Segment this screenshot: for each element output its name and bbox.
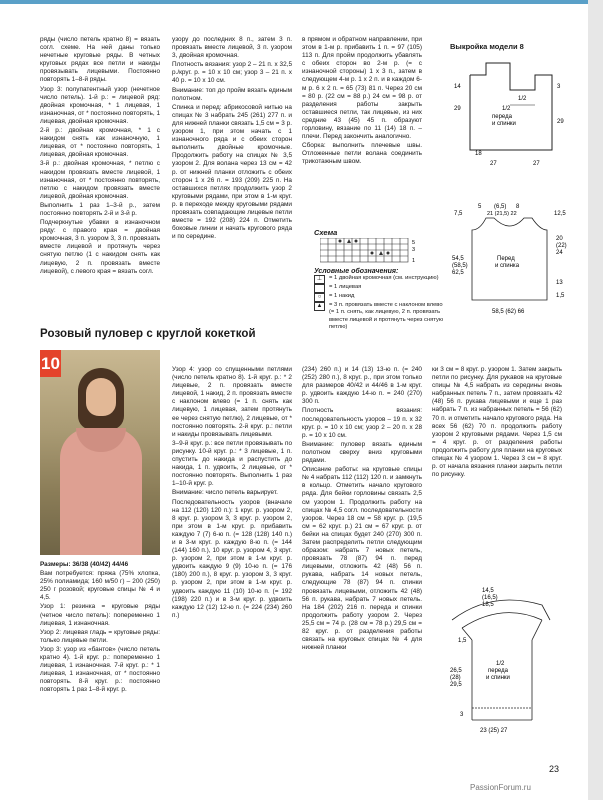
instructions-column-5 <box>302 366 422 764</box>
back-label: и спинка <box>495 263 520 269</box>
dim-label: 7,5 <box>454 211 463 217</box>
dim-label: 26,5 <box>450 668 462 674</box>
dim-label: 29 <box>454 106 461 112</box>
model-photo <box>40 350 160 555</box>
dim-label: (16,5) <box>482 595 498 601</box>
instructions-column-4 <box>172 366 292 764</box>
dim-label: 18 <box>475 151 482 157</box>
pattern-diagram-front <box>432 200 582 320</box>
paragraph: Описание работы: на круговые спицы № 4 набрать 112 (112) 120 п. и замкнуть в кольцо. Отметить начало кругового ряда. Для бейки горловины связать 2,5 см узором 1. Продолжить работу на спицах № 4,5 согл. последовательности узоров. Через 18 см = 58 круг. р. (19,5 см = 62 круг. р.) 21 см = 67 круг. р. от бейки на спицах будет 240 (270) 300 п. Затем распределить петли следующим образом: набрать 7 новых петель, провязать 78 (87) 94 п. перед лицевыми, отложить 42 (48) 56 п. рукава, набрать 14 новых петель, следующие 78 (87) 94 п. спинки провязать лицевыми, отложить 42 (48) 56 п. рукава, набрать 7 новых петель. На 184 (202) 216 п. переда и спинки продолжить работу узором 2. Через 25,5 см = 74 р. (28 см = 78 р.) 29,5 см = 82 круг. р. от разделения работы связать на круговых спицах № 4 для нижней планки <box>302 466 422 652</box>
paragraph: Спинка и перед: абрикосовой нитью на спицах № 3 набрать 245 (261) 277 п. и для нижней планки связать 1,5 см = 3 р. узором 1, при этом начать с 1 изнаночного ряда и с обеих сторон выполнить двойные кромочные. Продолжить работу на спицах № 3,5 узором 2. Для волана через 13 см = 42 р. от нижней планки отложить с обеих сторон 1 х 26 п. = 193 (209) 225 п. На оставшихся петлях продолжить узор 2 круговыми рядами, при этом в 1-м круг. р. в переходе между круговыми рядами провязать совпадающие лицевые петли вместе = 192 (208) 224 п. Отметить боковые линии и начать кругового ряда и по середине. <box>172 103 292 241</box>
yarn-over-icon: ○ <box>314 293 325 302</box>
edge-stitch-icon: ⊥ <box>314 275 325 284</box>
dim-label: 58,5 (62) 66 <box>492 309 525 315</box>
dim-label: и спинки <box>492 121 516 127</box>
legend-title: Условные обозначения: <box>314 268 399 275</box>
legend-item: ▲ = 3 п. провязать вместе с наклоном влево (= 1 п. снять, как лицевую, 2 п. провязать вместе лицевой и протянуть через снятую петлю) <box>314 302 449 331</box>
paragraph: ряды (число петель кратно 8) = вязать согл. схеме. На ней даны только нечетные круговые ряды. В четных круговых рядах все петли и накиды провязывать лицевыми. Постоянно повторять 1–8-й ряды. <box>40 36 160 84</box>
dim-label: 3 <box>460 712 464 718</box>
paragraph: Плотность вязания: последовательность узоров – 19 п. x 32 круг. р. = 10 x 10 см; узор 2 – 20 п. x 28 р. = 10 x 10 см. <box>302 407 422 439</box>
paragraph: Размеры: 36/38 (40/42) 44/46 <box>40 561 129 568</box>
dim-label: 14,5 <box>482 588 494 594</box>
paragraph: Плотность вязания: узор 2 – 21 п. x 32,5 р./круг. р. = 10 x 10 см; узор 3 – 21 п. x 40 р. = 10 x 10 см. <box>172 61 292 85</box>
materials-column <box>40 561 160 771</box>
knit-stitch-icon <box>314 284 325 293</box>
paragraph: 3–9-й круг. р.: все петли провязывать по рисунку. 10-й круг. р.: * 3 лицевые, 1 п. спустить до накида и распустить до накида, 1 п. удвоить, 2 лицевые, от * постоянно повторять. Выполнить 1 раз 1–10-й круг. р. <box>172 439 292 488</box>
legend-item: ○ = 1 накид <box>314 293 449 302</box>
dim-label: 1,5 <box>556 293 565 299</box>
paragraph: Внимание: пуловер вязать единым полотном сверху вниз круговыми рядами. <box>302 440 422 465</box>
legend-item: = 1 лицевая <box>314 284 449 293</box>
dim-label: переда <box>492 114 512 120</box>
dim-label: 54,5 <box>452 256 464 262</box>
dim-label: 8 <box>516 204 520 210</box>
dim-label: 62,5 <box>452 270 464 276</box>
decrease-icon: ▲ <box>314 302 325 311</box>
legend <box>314 268 449 331</box>
paragraph: в прямом и обратном направлении, при этом в 1-м р. прибавить 1 п. = 97 (105) 113 п. Для пройм продолжить убавлять с обеих сторон во 2-м р. (= с изнаночной стороны) 1 х 3 п., затем в следующем 4-м р. 1 х 2 п. и в каждом 6-м р. 6 х 2 п. = 65 (73) 81 п. Через 20 см = 80 р. (22 см = 88 р.) 24 см = 98 р. от разделения работы закрыть оставшиеся петли, так лицевые, из них средние 43 (45) 45 п. образуют горловину, вязание по 11 (14) 18 п. – плечи. Перед закончить аналогично. <box>302 36 422 141</box>
dim-label: (6,5) <box>494 204 507 210</box>
paragraph: 2-й р.: двойная кромочная, * 1 с накидом снять как изнаночную, 1 лицевая, от * постоянно повторять, 1 лицевая, двойная кромочная. <box>40 127 160 159</box>
dim-label: 27 <box>533 161 540 167</box>
dim-label: и спинки <box>486 675 510 681</box>
paragraph: ки 3 см = 8 круг. р. узором 1. Затем закрыть петли по рисунку. Для рукавов на круговые спицы № 4,5 набрать из середины вновь набранных петель 7 п., затем провязать 42 (48) 56 п. рукава лицевыми и еще 1 раз набрать 7 п. из набранных петель = 56 (62) 70 п. и отметить начало кругового ряда. На всех 56 (62) 70 п. продолжить работу узором 2 круговыми рядами. Через 1,5 см = 4 круг. р. от разделения работы продолжить работу для планки на круговых спицах № 4 узором 1. Через 3 см = 8 круг. р. от начала вязания планки закрыть петли по рисунку. <box>432 366 562 479</box>
paragraph: Последовательность узоров (вначале на 112 (120) 120 п.): 1 круг. р. узором 2, 8 круг. р. узором 3, 3 круг. р. узором 2, при этом в 1-м круг. р. прибавить каждую 7 (7) 6-ю п. (= 128 (128) 140 п.) и в 3-м круг. р. каждую 8-ю п. (= 144 (144) 160 п.), 10 круг. р. узором 4, 3 круг. р. узором 2, при этом в 1-м круг. р. удвоить каждую 9 (9) 10-ю п. (= 176 (180) 200 п.), 8 круг. р. узором 3, 3 круг. р. узором 2, при этом в 1-м круг. р. удвоить каждую 11 (10) 10-ю п. (= 192 (198) 220 п.) и в 3-м круг. р. удвоить каждую 12 (12) 12-ю п. (= 224 (234) 260 п.) <box>172 498 292 619</box>
dim-label: 14 <box>454 84 461 90</box>
dim-label: 20 <box>556 236 563 242</box>
paragraph: Узор 1: резинка = круговые ряды (четное число петель): попеременно 1 лицевая, 1 изнаночная. <box>40 603 160 627</box>
paragraph: Внимание: топ до пройм вязать единым полотном. <box>172 86 292 102</box>
chart-title: Схема <box>314 228 338 237</box>
svg-text:3: 3 <box>412 247 416 253</box>
paragraph: узору до последних 8 п., затем 3 п. провязать вместе лицевой, 3 п. узором 3, двойная кромочная. <box>172 36 292 60</box>
paragraph: Сборка: выполнить плечевые швы. Отложенные петли волана соединить трикотажным швом. <box>302 142 422 166</box>
dim-label: 12,5 <box>554 211 566 217</box>
side-strip <box>588 0 603 800</box>
instructions-column-2 <box>172 36 292 326</box>
paragraph: Выполнить 1 раз 1–3-й р., затем постоянно повторять 2-й и 3-й р. <box>40 201 160 217</box>
dim-label: 1,5 <box>458 638 467 644</box>
paragraph: Узор 3: узор из «бантов» (число петель кратно 4). 1-й круг. р.: попеременно 1 лицевая, 1 изнаночная. 7-й круг. р.: * 1 лицевая, 1 изнаночная, от * постоянно повторять. 8-й круг. р.: постоянно повторять 1 раз 1–8-й круг. р. <box>40 645 160 694</box>
dim-label: (22) <box>556 243 567 249</box>
instructions-column-6 <box>432 366 562 566</box>
schema-title: Выкройка модели 8 <box>450 42 524 51</box>
dim-label: 3 <box>557 84 561 90</box>
dim-label: 5 <box>478 204 482 210</box>
dim-label: 18,5 <box>482 602 494 608</box>
front-label: Перед <box>497 256 515 262</box>
svg-text:5: 5 <box>412 240 416 246</box>
paragraph: Внимание: число петель варьирует. <box>172 489 278 497</box>
section-heading: Розовый пуловер с круглой кокеткой <box>40 328 256 340</box>
dim-label: 1/2 <box>518 96 527 102</box>
dim-label: переда <box>488 668 508 674</box>
dim-label: 21 (21,5) 22 <box>487 211 517 217</box>
dim-label: 27 <box>490 161 497 167</box>
paragraph: Узор 2: лицевая гладь = круговые ряды: только лицевые петли. <box>40 628 160 644</box>
paragraph: 3-й р.: двойная кромочная, * петлю с накидом провязать вместе лицевой, 1 изнаночная, от * постоянно повторять, петлю с накидом провязать вместе лицевой, двойная кромочная. <box>40 160 160 200</box>
page-number: 23 <box>549 764 560 774</box>
paragraph: Узор 4: узор со спущенными петлями (число петель кратно 8). 1-й круг. р.: * 2 лицевые, 2 п. провязать вместе лицевой, 1 накид, 2 п. провязать вместе с наклоном влево (= 1 п. снять как лицевую, 1 лицевая, затем протянуть ее через снятую петлю), 2 лицевые, от * постоянно повторять. 2-й круг. р.: петли и накиды провязывать лицевыми. <box>172 366 292 438</box>
dim-label: 29 <box>557 119 564 125</box>
paragraph: Узор 3: полупатентный узор (нечетное число петель). 1-й р.: = лицевой ряд: двойная кромочная, * 1 лицевая, 1 изнаночная, от * постоянно повторять, 1 лицевая, двойная кромочная. <box>40 85 160 125</box>
legend-item: ⊥ = 1 двойная кромочная (см. инструкцию) <box>314 275 449 284</box>
svg-text:1: 1 <box>412 258 416 264</box>
model-number-badge: 10 <box>40 350 61 377</box>
dim-label: 23 (25) 27 <box>480 728 508 734</box>
top-bar <box>0 0 603 4</box>
paragraph: Вам потребуется: пряжа (75% хлопка, 25% полиамида; 160 м/50 г) – 200 (250) 250 г розовой; круговые спицы № 4 и 4,5. <box>40 570 160 602</box>
watermark: PassionForum.ru <box>470 783 531 792</box>
stitch-chart <box>320 238 430 268</box>
paragraph: Подчеркнутые убавки в изнаночном ряду: с правого края = двойная кромочная, 3 п. узором 3, 3 п. провязать вместе лицевой и протянуть через снятую петлю (1 с накидом снять как лицевую, 2 п. провязать вместе лицевой), с левого края = вязать согл. <box>40 219 160 275</box>
instructions-column-1 <box>40 36 160 326</box>
dim-label: 29,5 <box>450 682 462 688</box>
dim-label: (58,5) <box>452 263 468 269</box>
dim-label: 1/2 <box>502 106 511 112</box>
pattern-diagram-8 <box>440 55 585 170</box>
dim-label: (28) <box>450 675 461 681</box>
dim-label: 1/2 <box>496 661 505 667</box>
paragraph: (234) 260 п.) и 14 (13) 13-ю п. (= 240 (252) 280 п.), 8 круг. р., при этом только для размеров 40/42 и 44/46 в 1-м круг. р. удвоить каждую 14-ю п. = 240 (270) 300 п. <box>302 366 422 406</box>
pattern-diagram-pullover <box>432 580 582 760</box>
dim-label: 24 <box>556 250 563 256</box>
dim-label: 13 <box>556 280 563 286</box>
